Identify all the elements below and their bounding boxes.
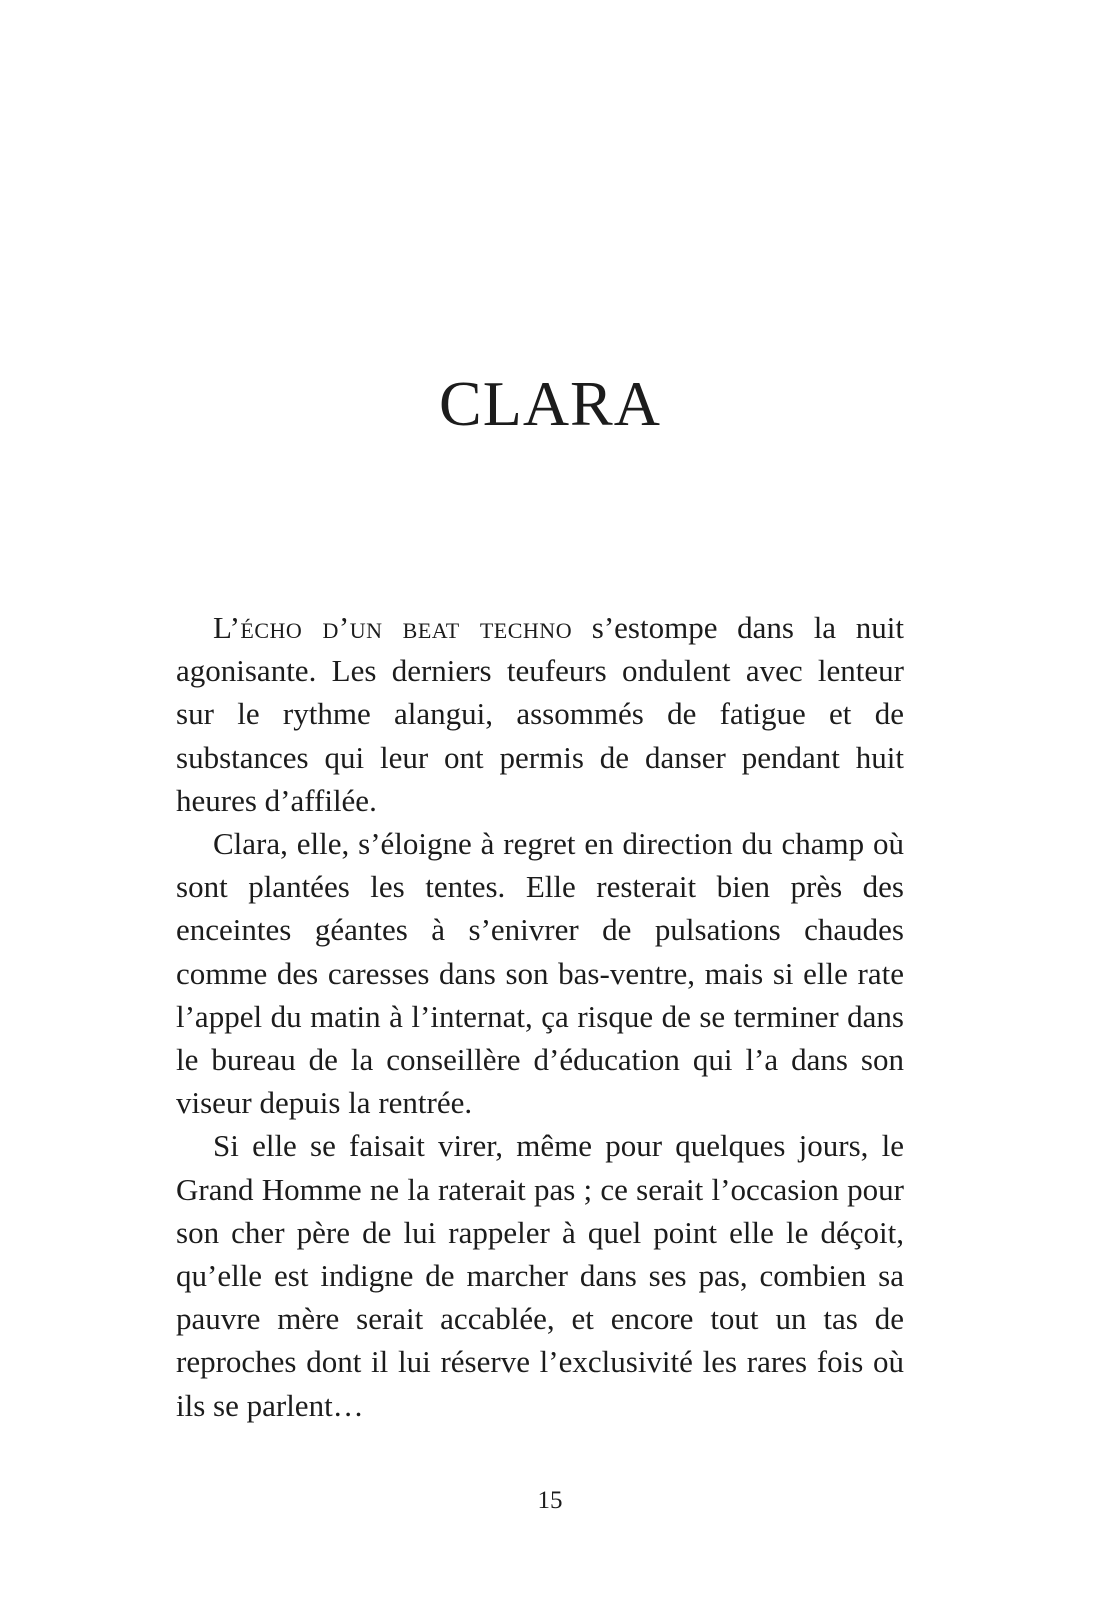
page-number: 15 bbox=[537, 1487, 563, 1514]
paragraph-2: Clara, elle, s’éloigne à regret en direction du champ où sont plantées les tentes. Elle resterait bien près des enceintes géantes à s’enivrer de pulsations chaudes comme des caresses dans son bas-ventre, mais si elle rate l’appel du matin à l’internat, ça risque de se terminer dans le bureau de la conseillère d’éducation qui l’a dans son viseur depuis la rentrée. bbox=[176, 826, 904, 1121]
paragraph-1 bbox=[176, 606, 904, 822]
paragraph-lead-in: L’écho d’un beat techno bbox=[213, 610, 573, 645]
chapter-title: CLARA bbox=[439, 368, 661, 439]
body-text bbox=[176, 606, 904, 1427]
paragraph-3: Si elle se faisait virer, même pour quelques jours, le Grand Homme ne la raterait pas ; ce serait l’occasion pour son cher père de lui rappeler à quel point elle le déçoit, qu’elle est indigne de marcher dans ses pas, combien sa pauvre mère serait accablée, et encore tout un tas de reproches dont il lui réserve l’exclusivité les rares fois où ils se parlent… bbox=[176, 1128, 904, 1423]
paragraph-1-text: s’estompe dans la nuit agonisante. Les derniers teufeurs ondulent avec lenteur sur le rythme alangui, assommés de fatigue et de substances qui leur ont permis de danser pendant huit heures d’affilée. bbox=[176, 610, 904, 818]
